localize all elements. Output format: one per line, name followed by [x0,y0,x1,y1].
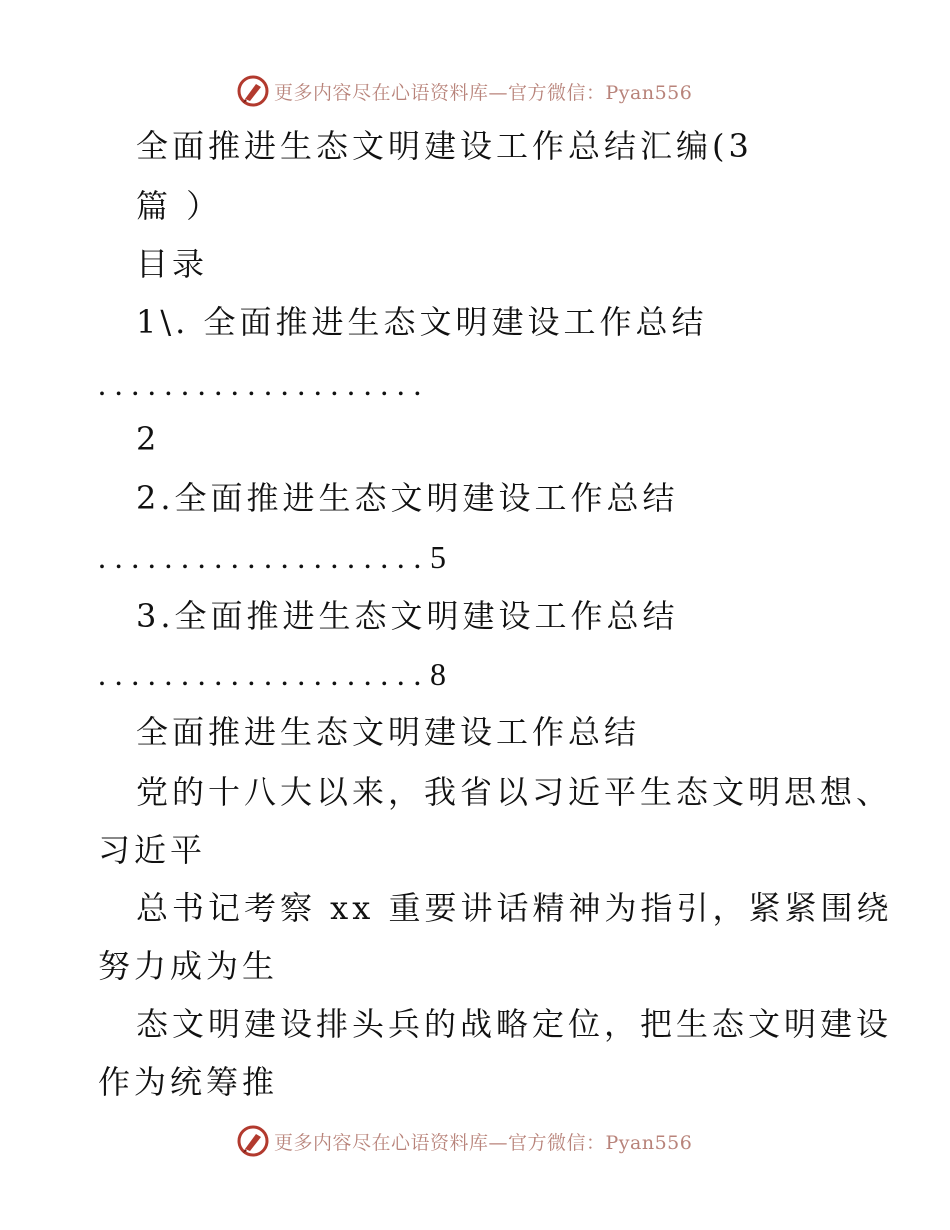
toc-entry-2-page[interactable]: 5 [430,539,455,575]
pen-logo-icon [236,1124,270,1158]
toc-entry-3-page[interactable]: 8 [430,656,455,692]
section-title: 全面推进生态文明建设工作总结 [136,713,641,751]
toc-entry-1-page[interactable]: 2 [136,420,157,458]
toc-entry-3-leader [98,654,455,694]
watermark-text: 更多内容尽在心语资料库—官方微信：Pyan556 [274,1131,693,1154]
toc-entry-3-dots: .................... [98,656,430,692]
toc-heading: 目录 [136,245,209,283]
doc-title-line-1: 全面推进生态文明建设工作总结汇编(3 [136,127,753,165]
toc-entry-1-leader: .................... [98,366,430,402]
toc-entry-2-dots: .................... [98,539,430,575]
watermark-header [236,74,692,108]
body-line-3: 总书记考察 xx 重要讲话精神为指引，紧紧围绕 [136,889,893,927]
toc-entry-3-title[interactable]: 3.全面推进生态文明建设工作总结 [136,597,679,635]
body-line-6: 作为统筹推 [98,1063,279,1101]
toc-entry-1-title[interactable]: 1\. 全面推进生态文明建设工作总结 [136,303,708,341]
toc-entry-2-title[interactable]: 2.全面推进生态文明建设工作总结 [136,479,679,517]
body-line-4: 努力成为生 [98,947,279,985]
pen-logo-icon [236,74,270,108]
watermark-footer [236,1124,692,1158]
watermark-text: 更多内容尽在心语资料库—官方微信：Pyan556 [274,81,693,104]
doc-title-line-2: 篇 ） [136,187,223,225]
body-line-5: 态文明建设排头兵的战略定位，把生态文明建设 [136,1005,893,1043]
toc-entry-2-leader [98,537,455,577]
body-line-1: 党的十八大以来，我省以习近平生态文明思想、 [136,773,893,811]
body-line-2: 习近平 [98,831,207,869]
